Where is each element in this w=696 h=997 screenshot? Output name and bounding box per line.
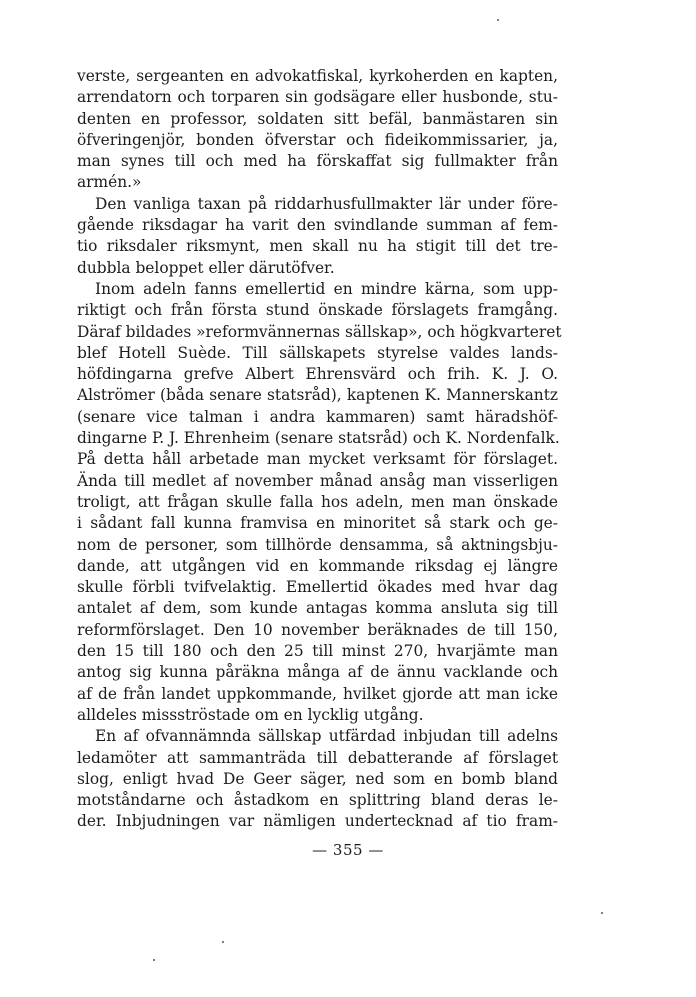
text-line: arrendatorn och torparen sin godsägare eller husbonde, stu- (77, 88, 558, 107)
text-line: På detta håll arbetade man mycket verksamt för förslaget. (77, 450, 558, 469)
text-line: af de från landet uppkommande, hvilket gjorde att man icke (77, 684, 558, 703)
text-line: dande, att utgången vid en kommande riksdag ej längre (77, 556, 558, 575)
text-line: Den vanliga taxan på riddarhusfullmakter lär under före- (95, 194, 558, 213)
text-line: dingarne P. J. Ehrenheim (senare statsråd) och K. Nordenfalk. (77, 429, 560, 448)
text-line: ledamöter att sammanträda till debatterande af förslaget (77, 748, 558, 767)
text-line: Ända till medlet af november månad ansåg man visserligen (77, 471, 558, 490)
text-line: der. Inbjudningen var nämligen undertecknad af tio fram- (77, 812, 558, 831)
text-line: Alströmer (båda senare statsråd), kaptenen K. Mannerskantz (77, 386, 558, 405)
text-line: reformförslaget. Den 10 november beräknades de till 150, (77, 620, 558, 639)
paragraph-3 (77, 279, 562, 726)
text-line: motståndarne och åstadkom en splittring bland deras le- (77, 791, 558, 810)
scan-speck (497, 19, 499, 21)
text-line: (senare vice talman i andra kammaren) samt häradshöf- (77, 407, 558, 426)
text-line: nom de personer, som tillhörde densamma, så aktningsbju- (77, 535, 558, 554)
text-line: gående riksdagar ha varit den svindlande summan af fem- (77, 216, 558, 235)
text-line: i sådant fall kunna framvisa en minoritet så stark och ge- (77, 514, 558, 533)
page-number: — 355 — (312, 841, 384, 859)
paragraph-4 (77, 726, 558, 832)
text-line: dubbla beloppet eller därutöfver. (77, 258, 335, 277)
text-line: skulle förbli tvifvelaktig. Emellertid ökades med hvar dag (77, 578, 558, 597)
paragraph-1 (77, 66, 558, 194)
scan-speck (153, 959, 155, 961)
text-line: slog, enligt hvad De Geer säger, ned som en bomb bland (77, 769, 558, 788)
scan-speck (222, 941, 224, 943)
text-line: man synes till och med ha förskaffat sig fullmakter från (77, 152, 558, 171)
text-line: den 15 till 180 och den 25 till minst 270, hvarjämte man (77, 642, 558, 661)
text-line: blef Hotell Suède. Till sällskapets styrelse valdes lands- (77, 343, 558, 362)
text-line: antog sig kunna påräkna många af de ännu vacklande och (77, 663, 558, 682)
text-line: En af ofvannämnda sällskap utfärdad inbjudan till adelns (95, 727, 558, 746)
text-line: tio riksdaler riksmynt, men skall nu ha stigit till det tre- (77, 237, 558, 256)
body-text (77, 66, 562, 833)
text-line: höfdingarna grefve Albert Ehrensvärd och frih. K. J. O. (77, 365, 558, 384)
text-line: öfveringenjör, bonden öfverstar och fideikommissarier, ja, (77, 130, 558, 149)
scan-speck (601, 912, 603, 914)
text-line: troligt, att frågan skulle falla hos adeln, men man önskade (77, 492, 558, 511)
paragraph-2 (77, 194, 558, 279)
text-line: antalet af dem, som kunde antagas komma ansluta sig till (77, 599, 558, 618)
text-line: Däraf bildades »reformvännernas sällskap», och högkvarteret (77, 322, 562, 341)
text-line: verste, sergeanten en advokatfiskal, kyrkoherden en kapten, (77, 67, 558, 85)
text-line: riktigt och från första stund önskade förslagets framgång. (77, 301, 558, 320)
text-line: armén.» (77, 173, 142, 192)
text-line: Inom adeln fanns emellertid en mindre kärna, som upp- (95, 279, 558, 298)
text-line: denten en professor, soldaten sitt befäl, banmästaren sin (77, 109, 558, 128)
text-line: alldeles missströstade om en lycklig utgång. (77, 705, 424, 724)
